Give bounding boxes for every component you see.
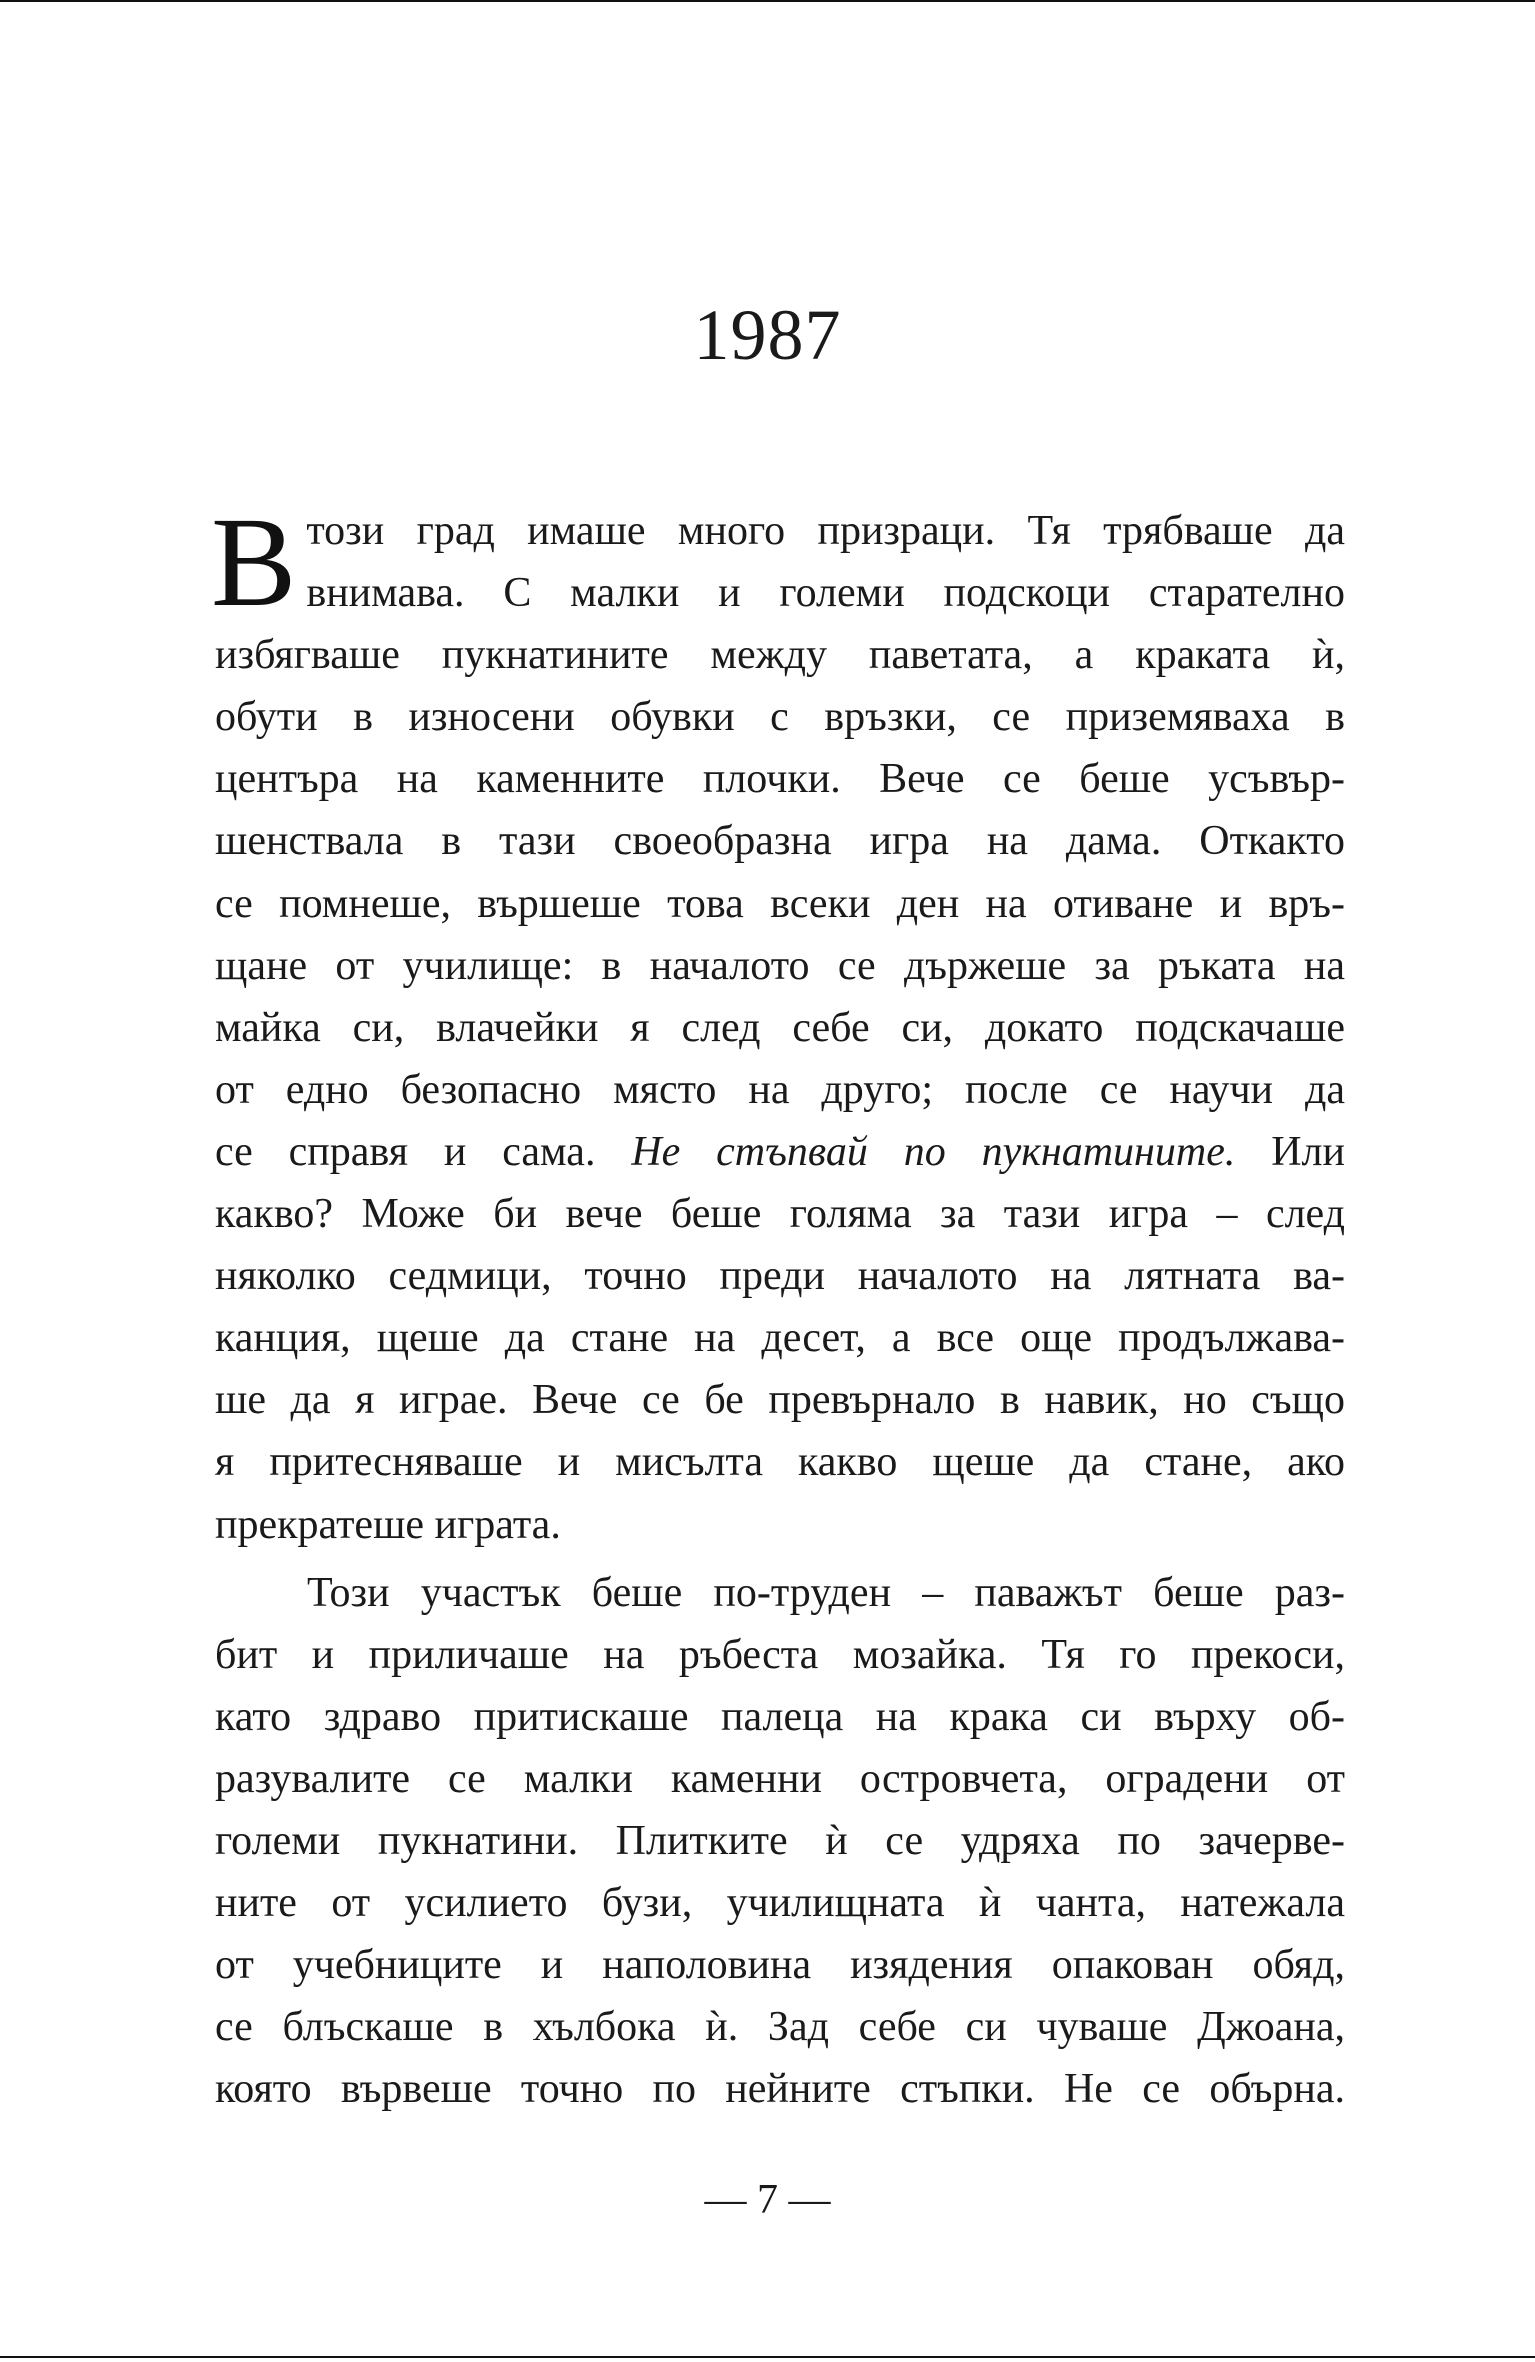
text-line: която вървеше точно по нейните стъпки. Не се обърна. — [215, 2066, 1345, 2113]
text-line: какво? Може би вече беше голяма за тази игра – след — [215, 1191, 1345, 1238]
text-line: бит и приличаше на ръбеста мозайка. Тя го прекоси, — [215, 1631, 1345, 1678]
text-line: я притесняваше и мисълта какво щеше да стане, ако — [215, 1439, 1345, 1486]
page-bottom-edge — [0, 2356, 1535, 2358]
text-line: майка си, влачейки я след себе си, докато подскачаше — [215, 1004, 1345, 1051]
paragraph-1 — [211, 491, 1345, 1556]
text-line: шенствала в тази своеобразна игра на дама. Откакто — [215, 818, 1345, 865]
text-line-with-italic — [215, 1121, 1345, 1183]
text-line: ните от усилието бузи, училищната ѝ чанта, натежала — [215, 1880, 1345, 1927]
text-line-indented: Този участък беше по-труден – паважът беше раз- — [307, 1569, 1345, 1616]
text-line: няколко седмици, точно преди началото на лятната ва- — [215, 1253, 1345, 1300]
text-segment: Или — [1235, 1128, 1345, 1175]
page-number: — 7 — — [704, 2177, 831, 2223]
text-line: този град имаше много призраци. Тя трябваше да — [306, 508, 1345, 554]
text-line: внимава. С малки и големи подскоци старателно — [306, 570, 1345, 617]
drop-cap: В — [211, 491, 297, 633]
text-line: прекратеше играта. — [215, 1501, 561, 1548]
text-line: центъра на каменните плочки. Вече се беше усъвър- — [215, 756, 1345, 803]
text-line: се блъскаше в хълбока ѝ. Зад себе си чуваше Джоана, — [215, 2004, 1345, 2051]
text-line: от едно безопасно място на друго; после се научи да — [215, 1066, 1345, 1113]
text-line: щане от училище: в началото се държеше за ръката на — [215, 942, 1345, 989]
italic-phrase: Не стъпвай по пукнатините. — [631, 1128, 1236, 1175]
paragraph-2 — [215, 1562, 1345, 2121]
chapter-title: 1987 — [693, 295, 842, 375]
text-line: големи пукнатини. Плитките ѝ се удряха по зачерве- — [215, 1817, 1345, 1864]
text-line: обути в износени обувки с връзки, се приземяваха в — [215, 694, 1345, 741]
text-segment: се справя и сама. — [215, 1128, 632, 1175]
text-line: канция, щеше да стане на десет, а все още продължава- — [215, 1315, 1345, 1362]
text-line: разувалите се малки каменни островчета, оградени от — [215, 1755, 1345, 1802]
page-top-edge — [0, 0, 1535, 2]
text-line: избягваше пукнатините между паветата, а краката ѝ, — [215, 632, 1345, 679]
text-line: от учебниците и наполовина изядения опакован обяд, — [215, 1942, 1345, 1989]
text-line: се помнеше, вършеше това всеки ден на отиване и връ- — [215, 880, 1345, 927]
text-line: като здраво притискаше палеца на крака си върху об- — [215, 1693, 1345, 1740]
text-line: ше да я играе. Вече се бе превърнало в навик, но също — [215, 1377, 1345, 1424]
body-text — [211, 491, 1345, 2120]
